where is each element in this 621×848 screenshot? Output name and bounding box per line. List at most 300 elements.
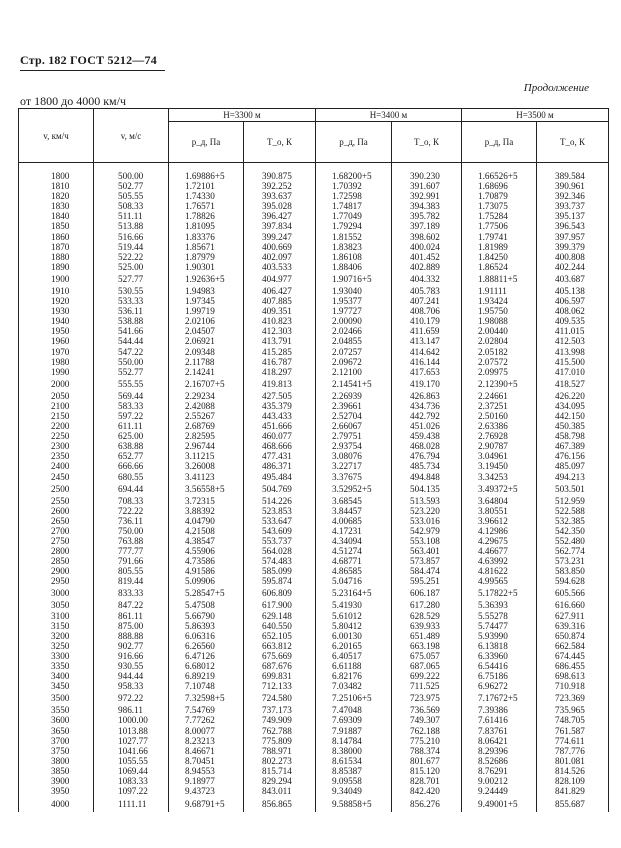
table-cell: 553.108 [392,536,462,546]
col-header-speed-kmh: v, км/ч [19,109,94,163]
table-cell: 396.427 [244,211,316,221]
table-cell: 617.280 [392,600,462,610]
table-cell: 1.66526+5 [462,163,537,182]
table-cell: 2.00090 [316,316,392,326]
table-cell: 5.86393 [169,621,244,631]
table-cell: 861.11 [94,611,169,621]
table-cell: 1.77506 [462,221,537,231]
table-cell: 663.198 [392,641,462,651]
table-cell: 1.97727 [316,306,392,316]
table-cell: 687.065 [392,661,462,671]
table-cell: 4.00685 [316,516,392,526]
table-cell: 4.17231 [316,526,392,536]
table-cell: 3650 [19,726,94,736]
table-cell: 1.95750 [462,306,537,316]
table-cell: 398.602 [392,232,462,242]
table-row [19,736,609,746]
table-cell: 5.61012 [316,611,392,621]
table-cell: 7.39386 [462,705,537,715]
table-cell: 686.455 [537,661,609,671]
table-cell: 7.25106+5 [316,691,392,705]
table-cell: 594.628 [537,576,609,586]
table-cell: 427.505 [244,391,316,401]
table-cell: 397.957 [537,232,609,242]
table-cell: 389.584 [537,163,609,182]
table-cell: 2.29234 [169,391,244,401]
table-row [19,461,609,471]
table-cell: 9.00212 [462,776,537,786]
group-header-h3300: H=3300 м [169,109,316,122]
table-cell: 2.12390+5 [462,377,537,391]
table-cell: 3500 [19,691,94,705]
col-header-pressure: p_д, Па [169,122,244,163]
table-cell: 1.83823 [316,242,392,252]
table-cell: 1111.11 [94,796,169,812]
table-cell: 3.37675 [316,472,392,482]
table-cell: 2.09348 [169,347,244,357]
table-cell: 749.909 [244,715,316,725]
table-row [19,391,609,401]
table-cell: 8.14784 [316,736,392,746]
table-cell: 409.535 [537,316,609,326]
table-cell: 400.808 [537,252,609,262]
table-cell: 564.028 [244,546,316,556]
table-cell: 7.17672+5 [462,691,537,705]
table-cell: 597.22 [94,411,169,421]
table-cell: 569.44 [94,391,169,401]
table-cell: 666.66 [94,461,169,471]
table-cell: 2400 [19,461,94,471]
table-cell: 775.210 [392,736,462,746]
table-cell: 3450 [19,681,94,691]
table-cell: 2800 [19,546,94,556]
table-row [19,691,609,705]
table-cell: 418.297 [244,367,316,377]
table-cell: 426.220 [537,391,609,401]
table-cell: 1.83376 [169,232,244,242]
table-cell: 2.09672 [316,357,392,367]
table-cell: 583.33 [94,401,169,411]
table-cell: 573.857 [392,556,462,566]
table-cell: 8.94553 [169,766,244,776]
table-cell: 450.385 [537,421,609,431]
table-row [19,715,609,725]
table-row [19,482,609,496]
table-cell: 2200 [19,421,94,431]
table-cell: 399.247 [244,232,316,242]
table-cell: 395.782 [392,211,462,221]
table-cell: 396.543 [537,221,609,231]
table-cell: 5.93990 [462,631,537,641]
table-cell: 986.11 [94,705,169,715]
table-cell: 1.92636+5 [169,272,244,286]
table-cell: 723.975 [392,691,462,705]
table-cell: 3.41123 [169,472,244,482]
table-cell: 5.04716 [316,576,392,586]
table-cell: 736.11 [94,516,169,526]
table-cell: 405.783 [392,286,462,296]
atmosphere-table [18,108,609,812]
table-cell: 1.75284 [462,211,537,221]
table-row [19,401,609,411]
speed-range-label: от 1800 до 4000 км/ч [20,94,126,108]
table-cell: 1910 [19,286,94,296]
table-cell: 542.350 [537,526,609,536]
table-cell: 533.647 [244,516,316,526]
table-cell: 2.04855 [316,336,392,346]
table-cell: 5.74477 [462,621,537,631]
table-cell: 1.79741 [462,232,537,242]
table-cell: 395.137 [537,211,609,221]
table-cell: 400.024 [392,242,462,252]
table-cell: 916.66 [94,651,169,661]
table-cell: 544.44 [94,336,169,346]
table-cell: 2.96744 [169,441,244,451]
table-cell: 1.86524 [462,262,537,272]
table-cell: 406.597 [537,296,609,306]
table-row [19,286,609,296]
table-cell: 616.660 [537,600,609,610]
table-cell: 563.401 [392,546,462,556]
table-cell: 595.874 [244,576,316,586]
table-cell: 748.705 [537,715,609,725]
table-cell: 5.23164+5 [316,586,392,600]
table-cell: 6.33960 [462,651,537,661]
col-header-temperature: T_о, К [244,122,316,163]
col-header-speed-ms: v, м/с [94,109,169,163]
table-cell: 6.00130 [316,631,392,641]
table-cell: 617.900 [244,600,316,610]
table-cell: 3.64804 [462,496,537,506]
page-header: Стр. 182 ГОСТ 5212—74 [20,53,157,67]
table-cell: 495.484 [244,472,316,482]
table-cell: 7.77262 [169,715,244,725]
table-cell: 763.88 [94,536,169,546]
table-cell: 847.22 [94,600,169,610]
table-cell: 1880 [19,252,94,262]
table-cell: 8.85387 [316,766,392,776]
table-cell: 902.77 [94,641,169,651]
table-cell: 3.56558+5 [169,482,244,496]
table-cell: 2.16707+5 [169,377,244,391]
table-cell: 1097.22 [94,786,169,796]
table-cell: 4.51274 [316,546,392,556]
table-cell: 8.29396 [462,746,537,756]
table-cell: 4000 [19,796,94,812]
table-cell: 6.13818 [462,641,537,651]
table-cell: 504.769 [244,482,316,496]
table-cell: 680.55 [94,472,169,482]
table-cell: 724.580 [244,691,316,705]
table-cell: 1.74817 [316,201,392,211]
table-cell: 8.38000 [316,746,392,756]
table-cell: 1.86108 [316,252,392,262]
table-cell: 2350 [19,451,94,461]
table-cell: 2.02804 [462,336,537,346]
table-row [19,262,609,272]
table-cell: 802.273 [244,756,316,766]
table-cell: 426.863 [392,391,462,401]
table-cell: 606.187 [392,586,462,600]
continuation-label: Продолжение [523,82,589,94]
table-row [19,252,609,262]
table-cell: 6.47126 [169,651,244,661]
table-cell: 393.737 [537,201,609,211]
table-cell: 2650 [19,516,94,526]
table-cell: 476.794 [392,451,462,461]
table-cell: 3.80551 [462,506,537,516]
table-row [19,296,609,306]
table-cell: 2.76928 [462,431,537,441]
table-cell: 6.06316 [169,631,244,641]
table-cell: 3300 [19,651,94,661]
table-row [19,516,609,526]
table-cell: 410.179 [392,316,462,326]
table-cell: 513.88 [94,221,169,231]
table-cell: 8.52686 [462,756,537,766]
table-cell: 1890 [19,262,94,272]
table-cell: 2.14241 [169,367,244,377]
table-cell: 2050 [19,391,94,401]
table-row [19,566,609,576]
table-cell: 650.874 [537,631,609,641]
table-cell: 486.371 [244,461,316,471]
table-cell: 1990 [19,367,94,377]
table-cell: 930.55 [94,661,169,671]
table-row [19,600,609,610]
table-row [19,631,609,641]
table-cell: 3350 [19,661,94,671]
table-cell: 888.88 [94,631,169,641]
table-cell: 958.33 [94,681,169,691]
table-cell: 4.38547 [169,536,244,546]
table-cell: 1.90716+5 [316,272,392,286]
table-cell: 538.88 [94,316,169,326]
table-cell: 404.977 [244,272,316,286]
table-row [19,242,609,252]
table-cell: 842.420 [392,786,462,796]
table-cell: 402.889 [392,262,462,272]
table-cell: 6.20165 [316,641,392,651]
table-cell: 1940 [19,316,94,326]
table-cell: 1055.55 [94,756,169,766]
table-cell: 1950 [19,326,94,336]
table-cell: 2850 [19,556,94,566]
table-cell: 1.72598 [316,191,392,201]
table-row [19,326,609,336]
table-cell: 415.500 [537,357,609,367]
table-cell: 5.80412 [316,621,392,631]
table-cell: 390.961 [537,181,609,191]
table-cell: 711.525 [392,681,462,691]
table-cell: 2.39661 [316,401,392,411]
table-cell: 1.81095 [169,221,244,231]
table-cell: 409.351 [244,306,316,316]
table-cell: 856.276 [392,796,462,812]
table-cell: 663.812 [244,641,316,651]
table-cell: 392.346 [537,191,609,201]
table-cell: 7.54769 [169,705,244,715]
table-cell: 815.120 [392,766,462,776]
table-cell: 414.642 [392,347,462,357]
table-cell: 1.77049 [316,211,392,221]
table-cell: 777.77 [94,546,169,556]
table-cell: 4.68771 [316,556,392,566]
table-row [19,316,609,326]
table-cell: 525.00 [94,262,169,272]
table-cell: 532.385 [537,516,609,526]
table-cell: 8.00077 [169,726,244,736]
table-cell: 3800 [19,756,94,766]
table-row [19,556,609,566]
table-cell: 1069.44 [94,766,169,776]
table-cell: 390.230 [392,163,462,182]
table-cell: 3900 [19,776,94,786]
table-cell: 2.06921 [169,336,244,346]
table-cell: 547.22 [94,347,169,357]
table-cell: 415.285 [244,347,316,357]
table-cell: 629.148 [244,611,316,621]
table-cell: 1027.77 [94,736,169,746]
table-cell: 6.96272 [462,681,537,691]
table-row [19,536,609,546]
table-cell: 523.853 [244,506,316,516]
table-cell: 6.54416 [462,661,537,671]
table-cell: 843.011 [244,786,316,796]
table-cell: 408.706 [392,306,462,316]
table-cell: 5.66790 [169,611,244,621]
table-cell: 2150 [19,411,94,421]
table-cell: 8.61534 [316,756,392,766]
table-cell: 397.834 [244,221,316,231]
table-cell: 749.307 [392,715,462,725]
table-cell: 503.501 [537,482,609,496]
table-cell: 459.438 [392,431,462,441]
table-cell: 1980 [19,357,94,367]
table-cell: 2.42088 [169,401,244,411]
table-cell: 640.550 [244,621,316,631]
table-cell: 543.609 [244,526,316,536]
table-cell: 3550 [19,705,94,715]
table-cell: 828.109 [537,776,609,786]
table-cell: 2.55267 [169,411,244,421]
table-row [19,367,609,377]
table-cell: 4.91586 [169,566,244,576]
table-cell: 6.82176 [316,671,392,681]
table-cell: 761.587 [537,726,609,736]
header-underline [20,70,165,71]
table-cell: 5.47508 [169,600,244,610]
table-cell: 774.611 [537,736,609,746]
table-cell: 652.105 [244,631,316,641]
table-cell: 583.850 [537,566,609,576]
table-cell: 2250 [19,431,94,441]
table-cell: 699.222 [392,671,462,681]
table-cell: 4.86585 [316,566,392,576]
table-cell: 1.68696 [462,181,537,191]
table-row [19,746,609,756]
table-cell: 392.991 [392,191,462,201]
table-cell: 514.226 [244,496,316,506]
table-cell: 467.389 [537,441,609,451]
table-cell: 9.18977 [169,776,244,786]
table-row [19,756,609,766]
table-cell: 2.07257 [316,347,392,357]
table-cell: 403.687 [537,272,609,286]
table-cell: 4.63992 [462,556,537,566]
table-cell: 494.213 [537,472,609,482]
table-cell: 6.61188 [316,661,392,671]
table-cell: 404.332 [392,272,462,286]
table-row [19,421,609,431]
table-cell: 710.918 [537,681,609,691]
table-cell: 6.40517 [316,651,392,661]
table-cell: 3000 [19,586,94,600]
table-cell: 418.527 [537,377,609,391]
table-cell: 4.12986 [462,526,537,536]
table-row [19,357,609,367]
table-cell: 2450 [19,472,94,482]
table-row [19,191,609,201]
table-cell: 1000.00 [94,715,169,725]
table-cell: 3.26008 [169,461,244,471]
table-cell: 451.026 [392,421,462,431]
table-cell: 856.865 [244,796,316,812]
table-cell: 2.63386 [462,421,537,431]
table-cell: 833.33 [94,586,169,600]
table-cell: 2.00440 [462,326,537,336]
table-cell: 442.792 [392,411,462,421]
table-row [19,641,609,651]
table-cell: 2.14541+5 [316,377,392,391]
table-cell: 2.09975 [462,367,537,377]
table-cell: 2600 [19,506,94,516]
table-cell: 2000 [19,377,94,391]
table-cell: 1083.33 [94,776,169,786]
table-cell: 4.46677 [462,546,537,556]
table-cell: 504.135 [392,482,462,496]
table-cell: 2.24661 [462,391,537,401]
table-cell: 788.971 [244,746,316,756]
table-cell: 519.44 [94,242,169,252]
table-cell: 2.11788 [169,357,244,367]
table-cell: 6.75186 [462,671,537,681]
table-row [19,411,609,421]
table-cell: 1.98088 [462,316,537,326]
table-cell: 675.669 [244,651,316,661]
table-cell: 7.69309 [316,715,392,725]
table-cell: 1.93040 [316,286,392,296]
table-cell: 477.431 [244,451,316,461]
table-cell: 505.55 [94,191,169,201]
table-row [19,705,609,715]
table-cell: 5.55278 [462,611,537,621]
table-cell: 815.714 [244,766,316,776]
table-cell: 750.00 [94,526,169,536]
table-row [19,431,609,441]
table-cell: 652.77 [94,451,169,461]
table-cell: 2550 [19,496,94,506]
table-cell: 4.81622 [462,566,537,576]
table-row [19,786,609,796]
table-cell: 550.00 [94,357,169,367]
table-cell: 7.61416 [462,715,537,725]
table-cell: 1041.66 [94,746,169,756]
table-cell: 1.84250 [462,252,537,262]
table-cell: 2900 [19,566,94,576]
table-cell: 712.133 [244,681,316,691]
table-cell: 533.016 [392,516,462,526]
